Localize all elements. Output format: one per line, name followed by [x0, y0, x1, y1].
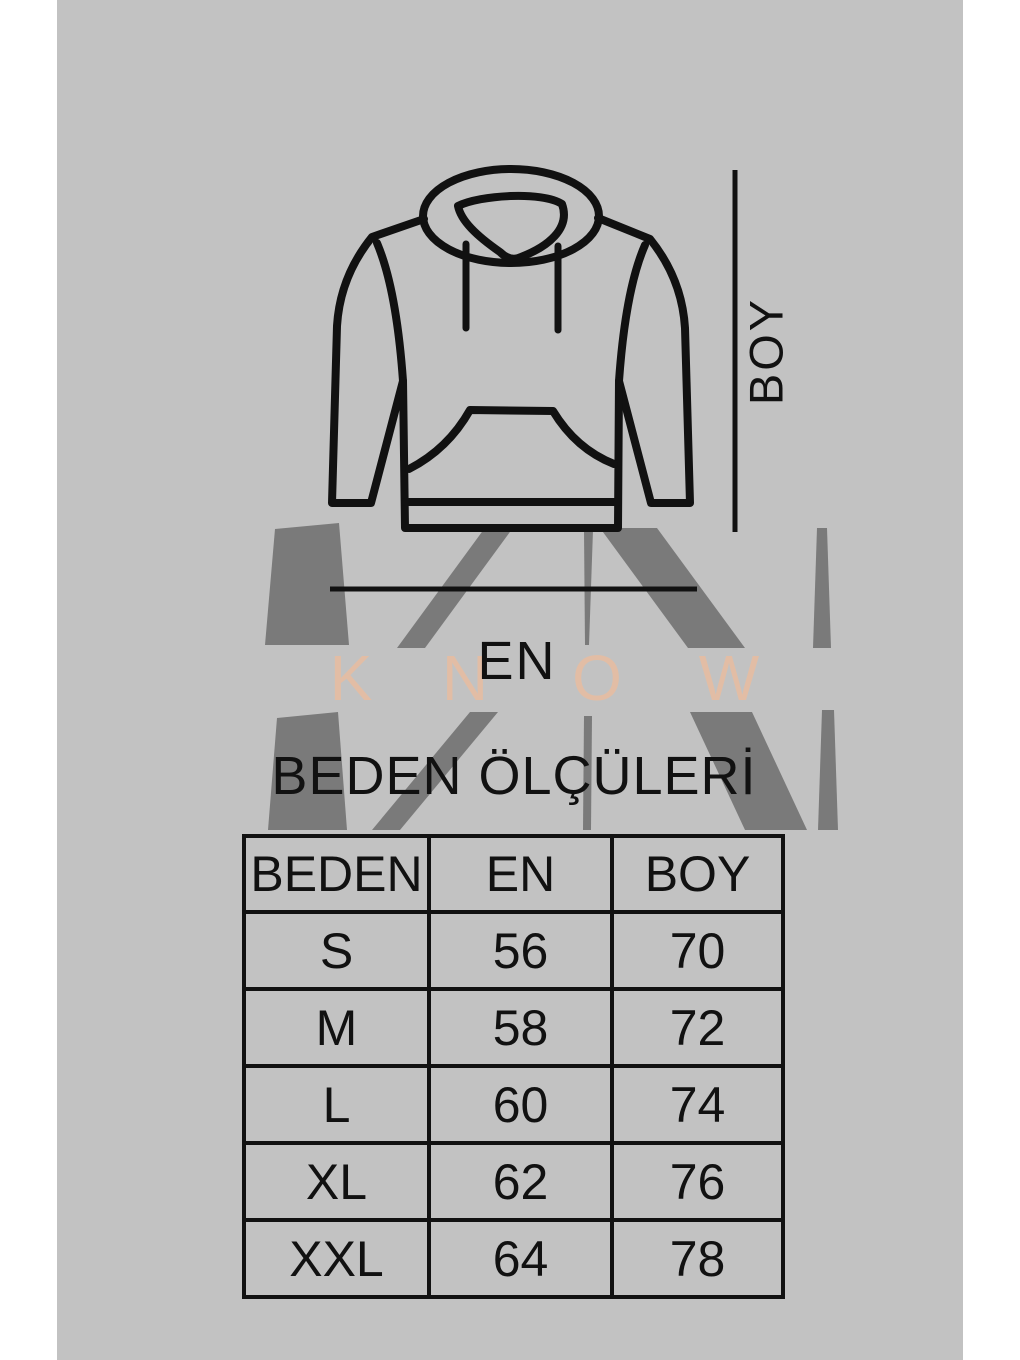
watermark-letter-k: K [329, 642, 373, 714]
cell-size: M [244, 989, 429, 1066]
table-row [244, 1066, 783, 1143]
width-dimension-label: EN [477, 631, 557, 691]
cell-size: XL [244, 1143, 429, 1220]
cell-size: S [244, 912, 429, 989]
hood-opening [458, 196, 564, 259]
size-table [242, 834, 785, 1299]
cell-height: 76 [612, 1143, 783, 1220]
cell-width: 56 [429, 912, 612, 989]
watermark-letter-o: O [572, 642, 622, 714]
cell-width: 60 [429, 1066, 612, 1143]
cell-size: XXL [244, 1220, 429, 1297]
table-row [244, 912, 783, 989]
cell-width: 62 [429, 1143, 612, 1220]
pocket-outline [409, 410, 614, 469]
sleeve-left [332, 219, 424, 503]
cell-height: 78 [612, 1220, 783, 1297]
cell-width: 64 [429, 1220, 612, 1297]
header-en: EN [429, 836, 612, 912]
cell-height: 70 [612, 912, 783, 989]
hoodie-line-drawing [320, 160, 750, 600]
table-row [244, 989, 783, 1066]
cell-height: 74 [612, 1066, 783, 1143]
hood-outline [423, 169, 599, 263]
table-row [244, 1220, 783, 1297]
size-chart-title: BEDEN ÖLÇÜLERİ [271, 746, 757, 806]
watermark-letter-n: N [441, 642, 489, 714]
header-boy: BOY [612, 836, 783, 912]
header-beden: BEDEN [244, 836, 429, 912]
size-chart-canvas [57, 0, 963, 1360]
watermark-letter-w: W [698, 642, 760, 714]
size-table-header-row [244, 836, 783, 912]
table-row [244, 1143, 783, 1220]
cell-size: L [244, 1066, 429, 1143]
height-dimension-label: BOY [739, 296, 793, 406]
cell-width: 58 [429, 989, 612, 1066]
cell-height: 72 [612, 989, 783, 1066]
